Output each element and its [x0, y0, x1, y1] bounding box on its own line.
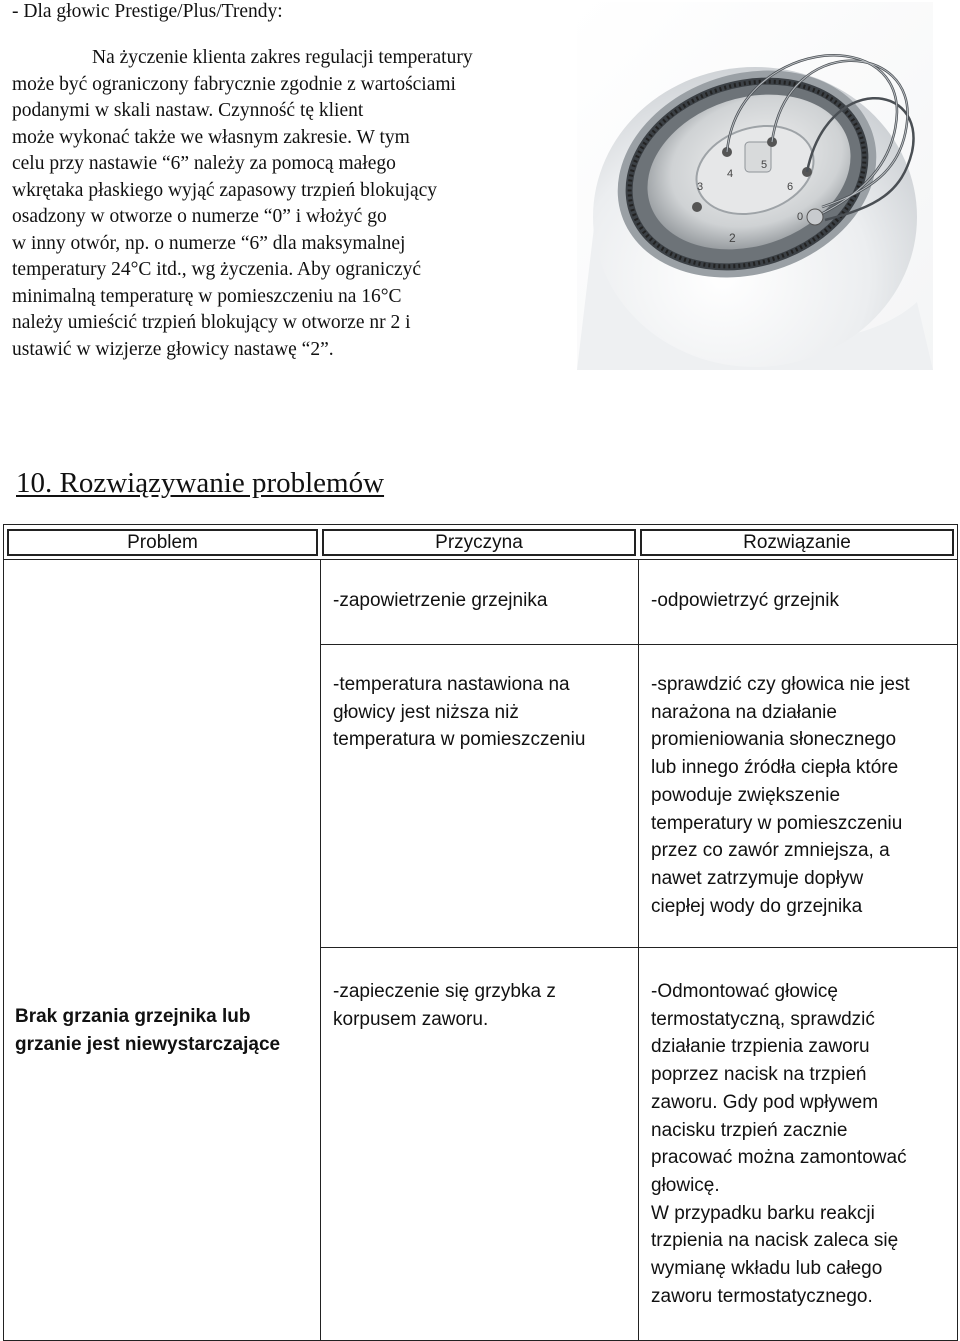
intro-line: wkrętaka płaskiego wyjąć zapasowy trzpień blokujący: [12, 179, 438, 201]
intro-line: ustawić w wizjerze głowicy nastawę “2”.: [12, 338, 334, 360]
column-divider-2: [638, 559, 639, 1341]
intro-line: może być ograniczony fabrycznie zgodnie z wartościami: [12, 73, 456, 95]
solution-line: pracować można zamontować: [651, 1147, 907, 1169]
intro-heading: - Dla głowic Prestige/Plus/Trendy:: [12, 1, 283, 22]
cause-line: głowicy jest niższa niż: [333, 701, 519, 723]
solution-line: nacisku trzpień zacznie: [651, 1119, 848, 1141]
problem-cell: [15, 1003, 280, 1058]
solution-line: powoduje zwiększenie: [651, 784, 841, 806]
solution-line: głowicę.: [651, 1174, 720, 1196]
solution-line: -Odmontować głowicę: [651, 981, 838, 1002]
table-border-left: [3, 524, 4, 1341]
solution-line: trzpienia na nacisk zaleca się: [651, 1230, 899, 1252]
dial-number: 6: [787, 181, 794, 193]
intro-line: osadzony w otworze o numerze “0” i włożyć go: [12, 206, 387, 227]
header-problem-label: Problem: [127, 531, 198, 553]
dial-number: 2: [729, 231, 736, 245]
table-border-top: [3, 524, 958, 525]
intro-line: Na życzenie klienta zakres regulacji temperatury: [92, 47, 473, 68]
column-divider-1: [320, 559, 321, 1341]
cause-line: temperatura w pomieszczeniu: [333, 729, 586, 751]
cause-line: -zapowietrzenie grzejnika: [333, 590, 548, 611]
row-divider-1: [320, 644, 957, 645]
solution-line: -odpowietrzyć grzejnik: [651, 590, 839, 611]
solution-line: przez co zawór zmniejsza, a: [651, 840, 890, 862]
solution-cell-2: [651, 671, 910, 920]
intro-line: może wykonać także we własnym zakresie. W tym: [12, 126, 410, 148]
solution-cell-1: [651, 587, 839, 615]
dial-number: 5: [761, 159, 768, 171]
solution-line: lub innego źródła ciepła które: [651, 757, 899, 779]
table-border-right: [957, 524, 958, 1341]
intro-line: należy umieścić trzpień blokujący w otworze nr 2 i: [12, 312, 411, 333]
problem-line: grzanie jest niewystarczające: [15, 1033, 281, 1055]
thermostatic-head-photo: [577, 2, 933, 370]
solution-line: zaworu termostatycznego.: [651, 1285, 873, 1307]
header-cause-label: Przyczyna: [435, 531, 523, 553]
dial-number: 0: [797, 211, 804, 223]
solution-line: -sprawdzić czy głowica nie jest: [651, 674, 910, 695]
solution-line: poprzez nacisk na trzpień: [651, 1064, 867, 1086]
cause-cell-1: [333, 587, 547, 615]
solution-line: działanie trzpienia zaworu: [651, 1036, 870, 1058]
solution-line: termostatyczną, sprawdzić: [651, 1008, 875, 1030]
header-cause: [322, 529, 636, 556]
cause-line: -temperatura nastawiona na: [333, 674, 570, 695]
cause-cell-3: [333, 978, 556, 1033]
header-solution-label: Rozwiązanie: [743, 531, 851, 553]
solution-line: narażona na działanie: [651, 701, 837, 723]
intro-line: celu przy nastawie “6” należy za pomocą małego: [12, 153, 396, 174]
intro-paragraph: [12, 45, 542, 363]
header-problem: [7, 529, 318, 556]
solution-line: zaworu. Gdy pod wpływem: [651, 1091, 879, 1113]
solution-line: wymianę wkładu lub całego: [651, 1258, 883, 1280]
solution-cell-3: [651, 978, 907, 1310]
cause-cell-2: [333, 671, 585, 754]
solution-line: W przypadku barku reakcji: [651, 1202, 875, 1224]
solution-line: temperatury w pomieszczeniu: [651, 812, 903, 834]
cause-line: korpusem zaworu.: [333, 1008, 489, 1030]
cause-line: -zapieczenie się grzybka z: [333, 981, 556, 1002]
row-divider-2: [320, 947, 957, 948]
dial-number: 4: [727, 168, 734, 180]
intro-line: minimalną temperaturę w pomieszczeniu na 16°C: [12, 285, 402, 307]
solution-line: nawet zatrzymuje dopływ: [651, 867, 864, 889]
intro-line: w inny otwór, np. o numerze “6” dla maksymalnej: [12, 232, 406, 254]
dial-number: 3: [697, 181, 704, 193]
solution-line: ciepłej wody do grzejnika: [651, 895, 863, 917]
header-solution: [640, 529, 954, 556]
thermostatic-head-illustration: [577, 2, 933, 370]
solution-line: promieniowania słonecznego: [651, 729, 897, 751]
section-title: 10. Rozwiązywanie problemów: [16, 467, 385, 499]
intro-line: podanymi w skali nastaw. Czynność tę klient: [12, 100, 364, 121]
header-divider: [3, 559, 958, 560]
intro-line: temperatury 24°C itd., wg życzenia. Aby ograniczyć: [12, 259, 422, 280]
problem-line: Brak grzania grzejnika lub: [15, 1006, 251, 1027]
